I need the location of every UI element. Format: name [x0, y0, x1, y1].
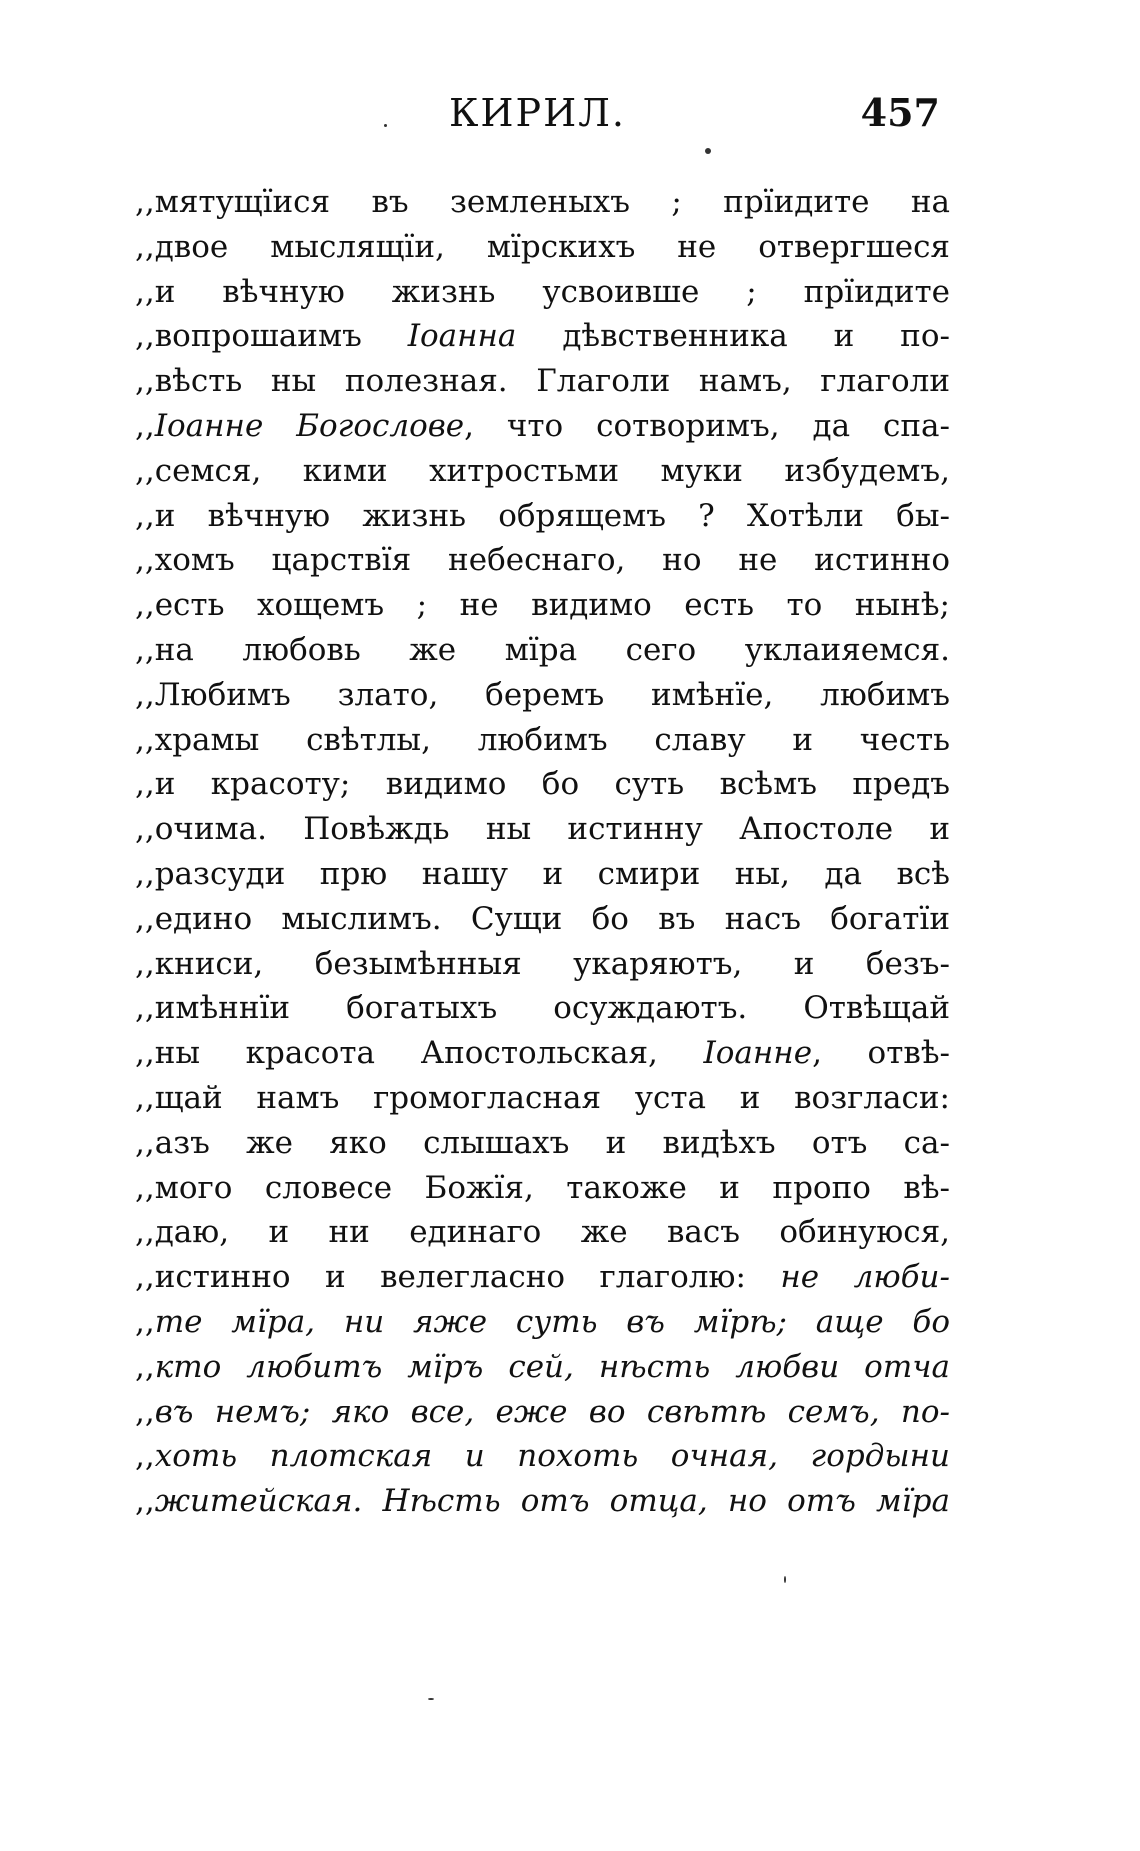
text-line: ,,храмы свѣтлы, любимъ славу и честь — [135, 721, 950, 758]
text-line: ,,книси, безымѣнныя укаряютъ, и безъ- — [135, 945, 950, 982]
text-line: ,,кто любитъ мїръ сей, нѣсть любви отча — [135, 1348, 950, 1385]
text-line: ,,мятущїися въ земленыхъ ; прїидите на — [135, 184, 950, 220]
page-header — [135, 88, 940, 138]
text-line: ,,есть хощемъ ; не видимо есть то нынѣ; — [135, 587, 950, 624]
text-line: ,,щай намъ громогласная уста и возгласи: — [135, 1079, 950, 1116]
text-line: ,,очима. Повѣждь ны истинну Апостоле и — [135, 811, 950, 848]
text-line: ,,Любимъ злато, беремъ имѣнїе, любимъ — [135, 676, 950, 713]
text-line: ,,ны красота Апостольская, Іоанне, отвѣ- — [135, 1035, 950, 1072]
ink-speck — [428, 1698, 434, 1700]
text-line: ,,истинно и велегласно глаголю: не люби- — [135, 1259, 950, 1296]
text-line: ,,вѣсть ны полезная. Глаголи намъ, глаголи — [135, 363, 950, 400]
text-line: ,,мого словесе Божїя, такоже и пропо вѣ- — [135, 1169, 950, 1206]
text-line: ,,даю, и ни единаго же васъ обинуюся, — [135, 1214, 950, 1251]
text-line: ,,житейская. Нѣсть отъ отца, но отъ мїра — [135, 1483, 950, 1520]
text-line: ,,и вѣчную жизнь обрящемъ ? Хотѣли бы- — [135, 497, 950, 534]
text-line: ,,Іоанне Богослове, что сотворимъ, да спа- — [135, 407, 950, 444]
text-line: ,,те мїра, ни яже суть въ мїрѣ; аще бо — [135, 1303, 950, 1340]
text-line: ,,азъ же яко слышахъ и видѣхъ отъ са- — [135, 1124, 950, 1161]
ink-speck — [705, 148, 711, 154]
ink-speck — [384, 124, 387, 127]
text-line: ,,вопрошаимъ Іоанна дѣвственника и по- — [135, 318, 950, 355]
text-line: ,,имѣннїи богатыхъ осуждаютъ. Отвѣщай — [135, 990, 950, 1027]
text-line: ,,на любовь же мїра сего уклаияемся. — [135, 631, 950, 668]
body-text — [135, 180, 950, 1524]
text-line: ,,разсуди прю нашу и смири ны, да всѣ — [135, 855, 950, 892]
text-line: ,,едино мыслимъ. Сущи бо въ насъ богатїи — [135, 900, 950, 937]
running-title: КИРИЛ. — [448, 91, 627, 135]
ink-speck — [784, 1576, 786, 1583]
text-line: ,,семся, кими хитростьми муки избудемъ, — [135, 452, 950, 489]
text-line: ,,въ немъ; яко все, еже во свѣтѣ семъ, по- — [135, 1393, 950, 1430]
page-number: 457 — [860, 90, 940, 135]
text-line: ,,хомъ царствїя небеснаго, но не истинно — [135, 542, 950, 579]
text-line: ,,и красоту; видимо бо суть всѣмъ предъ — [135, 766, 950, 803]
text-line: ,,двое мыслящїи, мїрскихъ не отвергшеся — [135, 228, 950, 265]
text-line: ,,хоть плотская и похоть очная, гордыни — [135, 1438, 950, 1475]
text-line: ,,и вѣчную жизнь усвоивше ; прїидите — [135, 273, 950, 310]
